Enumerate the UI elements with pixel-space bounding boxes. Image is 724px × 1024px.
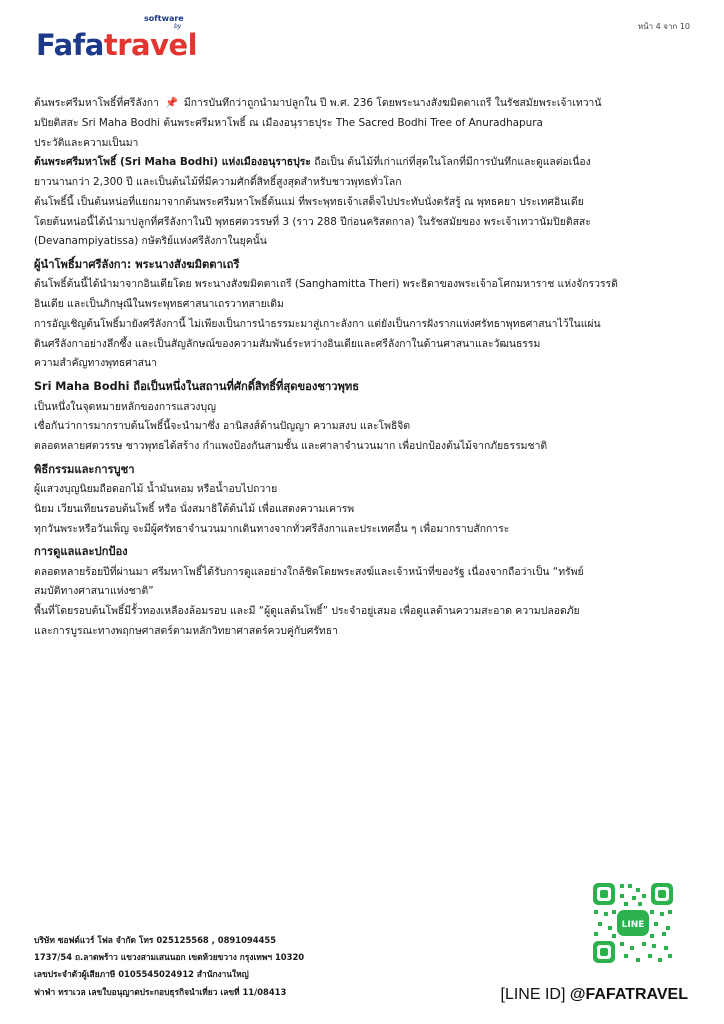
- paragraph-4-line-1: การอัญเชิญต้นโพธิ์มายังศรีลังกานี้ ไม่เพียงเป็นการนำธรรมะมาสู่เกาะลังกา แต่ยังเป็นการฝังรากแห่งศรัทธาพุทธศาสนาไว้ในแผ่น: [34, 317, 601, 330]
- paragraph-2-line-1: ต้นโพธิ์นี้ เป็นต้นหน่อที่แยกมาจากต้นพระศรีมหาโพธิ์ต้นแม่ ที่พระพุทธเจ้าเสด็จไปประทับนั่งตรัสรู้ ณ พุทธคยา ประเทศอินเดีย: [34, 195, 584, 208]
- paragraph-5-line-2: เชื่อกันว่าการมากราบต้นโพธิ์นี้จะนำมาซึ่ง อานิสงส์ด้านปัญญา ความสงบ และโพธิจิต: [34, 420, 411, 433]
- logo-brand-left: Fafa: [36, 28, 104, 62]
- intro-line-1: [34, 94, 690, 114]
- heading-sacred-site: Sri Maha Bodhi ถือเป็นหนึ่งในสถานที่ศักดิ์สิทธิ์ที่สุดของชาวพุทธ: [34, 380, 360, 394]
- intro-text: มีการบันทึกว่าถูกนำมาปลูกใน ปี พ.ศ. 236 โดยพระนางสังฆมิตตาเถรี ในรัชสมัยพระเจ้าเทวานั: [183, 97, 602, 109]
- page-number: หน้า 4 จาก 10: [637, 22, 690, 31]
- paragraph-8-line-2: และการบูรณะทางพฤกษศาสตร์ตามหลักวิทยาศาสตร์ควบคู่กับศรัทธา: [34, 624, 338, 637]
- paragraph-8-line-1: พื้นที่โดยรอบต้นโพธิ์มีรั้วทองเหลืองล้อมรอบ และมี “ผู้ดูแลต้นโพธิ์” ประจำอยู่เสมอ เพื่อดูแลด้านความสะอาด ความปลอดภัย: [34, 605, 580, 618]
- paragraph-2-line-3: (Devanampiyatissa) กษัตริย์แห่งศรีลังกาในยุคนั้น: [34, 235, 267, 248]
- paragraph-1: [34, 153, 690, 173]
- footer-address: 1737/54 ถ.ลาดพร้าว แขวงสามเสนนอก เขตห้วยขวาง กรุงเทพฯ 10320: [34, 952, 305, 963]
- paragraph-7-line-2: สมบัติทางศาสนาแห่งชาติ”: [34, 585, 154, 598]
- logo-software-text: software: [144, 14, 184, 23]
- paragraph-5-line-1: เป็นหนึ่งในจุดหมายหลักของการแสวงบุญ: [34, 400, 216, 413]
- paragraph-1-bold: ต้นพระศรีมหาโพธิ์ (Sri Maha Bodhi) แห่งเมืองอนุราธปุระ: [34, 156, 311, 169]
- logo-by-text: by: [174, 23, 182, 30]
- paragraph-3-line-1: ต้นโพธิ์ต้นนี้ได้นำมาจากอินเดียโดย พระนางสังฆมิตตาเถรี (Sanghamitta Theri) พระธิดาของพระเจ้าอโศกมหาราช แห่งจักรวรรดิ: [34, 278, 618, 291]
- paragraph-6-line-2: นิยม เวียนเทียนรอบต้นโพธิ์ หรือ นั่งสมาธิใต้ต้นไม้ เพื่อแสดงความเคารพ: [34, 502, 355, 515]
- paragraph-4-line-3: ความสำคัญทางพุทธศาสนา: [34, 357, 157, 370]
- paragraph-6-line-3: ทุกวันพระหรือวันเพ็ญ จะมีผู้ศรัทธาจำนวนมากเดินทางจากทั่วศรีลังกาและประเทศอื่น ๆ เพื่อมากราบสักการะ: [34, 522, 510, 535]
- paragraph-1-rest: ถือเป็น ต้นไม้ที่เก่าแก่ที่สุดในโลกที่มีการบันทึกและดูแลต่อเนื่อง: [310, 156, 591, 169]
- paragraph-4-line-2: ดินศรีลังกาอย่างลึกซึ้ง และเป็นสัญลักษณ์ของความสัมพันธ์ระหว่างอินเดียและศรีลังกาในด้านศาสนาและวัฒนธรรม: [34, 337, 541, 350]
- paragraph-7-line-1: ตลอดหลายร้อยปีที่ผ่านมา ศรีมหาโพธิ์ได้รับการดูแลอย่างใกล้ชิดโดยพระสงฆ์และเจ้าหน้าที่ของรัฐ เนื่องจากถือว่าเป็น “ทรัพย์: [34, 565, 584, 578]
- paragraph-3-line-2: อินเดีย และเป็นภิกษุณีในพระพุทธศาสนาเถรวาทสายเดิม: [34, 298, 284, 311]
- line-id-prefix: [LINE ID]: [500, 986, 566, 1003]
- footer-company: บริษัท ซอฟต์แวร์ โฟล จำกัด โทร 025125568 , 0891094455: [34, 935, 277, 945]
- intro-line-3: ประวัติและความเป็นมา: [34, 136, 139, 149]
- intro-line-2: มปิยติสสะ Sri Maha Bodhi ต้นพระศรีมหาโพธิ์ ณ เมืองอนุราธปุระ The Sacred Bodhi Tree of Anuradhapura: [34, 116, 543, 129]
- logo-brand-right: travel: [103, 28, 198, 62]
- line-id[interactable]: [501, 986, 688, 1004]
- pushpin-icon: 📌: [164, 97, 178, 109]
- paragraph-5-line-3: ตลอดหลายศตวรรษ ชาวพุทธได้สร้าง กำแพงป้องกันสามชั้น และศาลาจำนวนมาก เพื่อปกป้องต้นไม้จากภัยธรรมชาติ: [34, 440, 548, 453]
- intro-title: ต้นพระศรีมหาโพธิ์ที่ศรีลังกา: [34, 97, 159, 109]
- heading-bodhi-bringer: ผู้นำโพธิ์มาศรีลังกา: พระนางสังฆมิตตาเถรี: [34, 258, 240, 272]
- paragraph-1-line-2: ยาวนานกว่า 2,300 ปี และเป็นต้นไม้ที่มีความศักดิ์สิทธิ์สูงสุดสำหรับชาวพุทธทั่วโลก: [34, 176, 402, 189]
- line-id-handle: @FAFATRAVEL: [569, 986, 688, 1003]
- line-qr-code[interactable]: [590, 880, 676, 966]
- heading-rituals: พิธีกรรมและการบูชา: [34, 462, 135, 476]
- footer-company-info: [34, 932, 304, 1001]
- fafatravel-logo: [36, 14, 196, 76]
- heading-care: การดูแลและปกป้อง: [34, 545, 128, 559]
- paragraph-2-line-2: โดยต้นหน่อนี้ได้นำมาปลูกที่ศรีลังกาในปี พุทธศตวรรษที่ 3 (ราว 288 ปีก่อนคริสตกาล) ในรัชสมัยของ พระเจ้าเทวานัมปิยติสสะ: [34, 215, 591, 228]
- logo-brand: [36, 28, 197, 62]
- document-body: [34, 94, 690, 642]
- footer-license: ฟาฟ่า ทราเวล เลขใบอนุญาตประกอบธุรกิจนำเที่ยว เลขที่ 11/08413: [34, 986, 287, 997]
- footer-tax-id: เลขประจำตัวผู้เสียภาษี 0105545024912 สำนักงานใหญ่: [34, 969, 249, 980]
- qr-line-label: LINE: [621, 920, 645, 930]
- paragraph-6-line-1: ผู้แสวงบุญนิยมถือดอกไม้ น้ำมันหอม หรือน้ำอบไปถวาย: [34, 483, 278, 496]
